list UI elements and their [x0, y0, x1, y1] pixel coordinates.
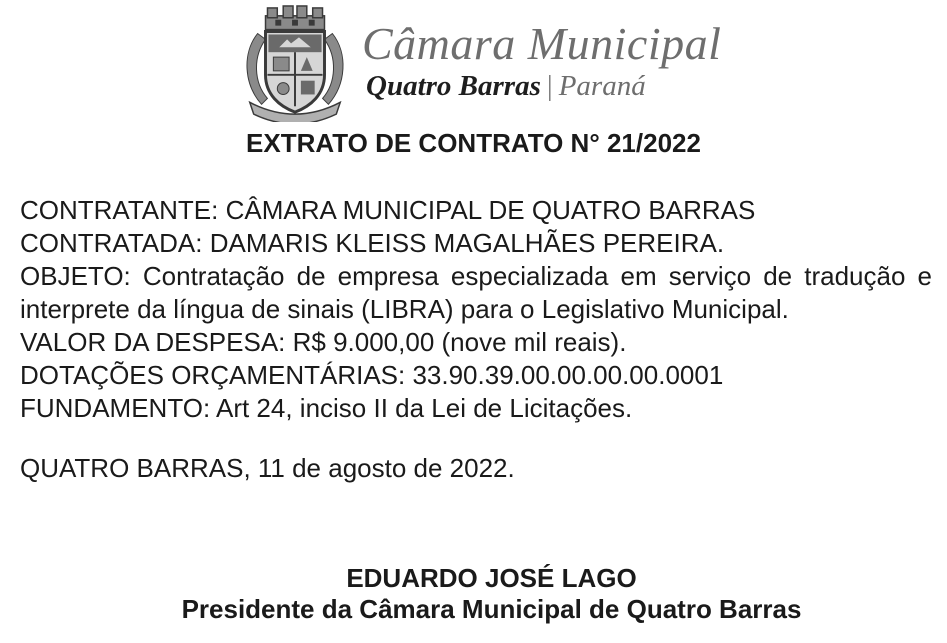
institution-location — [366, 69, 721, 103]
document-title: EXTRATO DE CONTRATO N° 21/2022 — [246, 128, 701, 158]
letterhead — [236, 4, 721, 122]
valor-line: VALOR DA DESPESA: R$ 9.000,00 (nove mil reais). — [20, 327, 627, 357]
paragraph-spacer — [20, 425, 932, 452]
institution-wordmark — [362, 19, 721, 103]
signatory-name: EDUARDO JOSÉ LAGO — [346, 563, 637, 593]
signature-block — [0, 563, 947, 625]
fundamento-line: FUNDAMENTO: Art 24, inciso II da Lei de Licitações. — [20, 393, 633, 423]
city-name: Quatro Barras — [366, 70, 541, 102]
state-name: Paraná — [558, 70, 646, 102]
municipal-coat-of-arms — [236, 4, 354, 122]
dotacoes-line: DOTAÇÕES ORÇAMENTÁRIAS: 33.90.39.00.00.00.00.0001 — [20, 360, 724, 390]
contratante-line: CONTRATANTE: CÂMARA MUNICIPAL DE QUATRO BARRAS — [20, 195, 756, 225]
place-date-line: QUATRO BARRAS, 11 de agosto de 2022. — [20, 453, 515, 483]
institution-name: Câmara Municipal — [362, 18, 722, 69]
signatory-role: Presidente da Câmara Municipal de Quatro Barras — [181, 594, 802, 624]
shield — [266, 32, 325, 113]
contratada-line: CONTRATADA: DAMARIS KLEISS MAGALHÃES PEREIRA. — [20, 228, 725, 258]
contract-details — [20, 194, 932, 485]
location-separator: | — [546, 70, 553, 102]
objeto-paragraph: OBJETO: Contratação de empresa especializada em serviço de tradução e interprete da língua de sinais (LIBRA) para o Legislativo Municipal. — [20, 261, 932, 324]
mural-crown — [266, 6, 325, 30]
